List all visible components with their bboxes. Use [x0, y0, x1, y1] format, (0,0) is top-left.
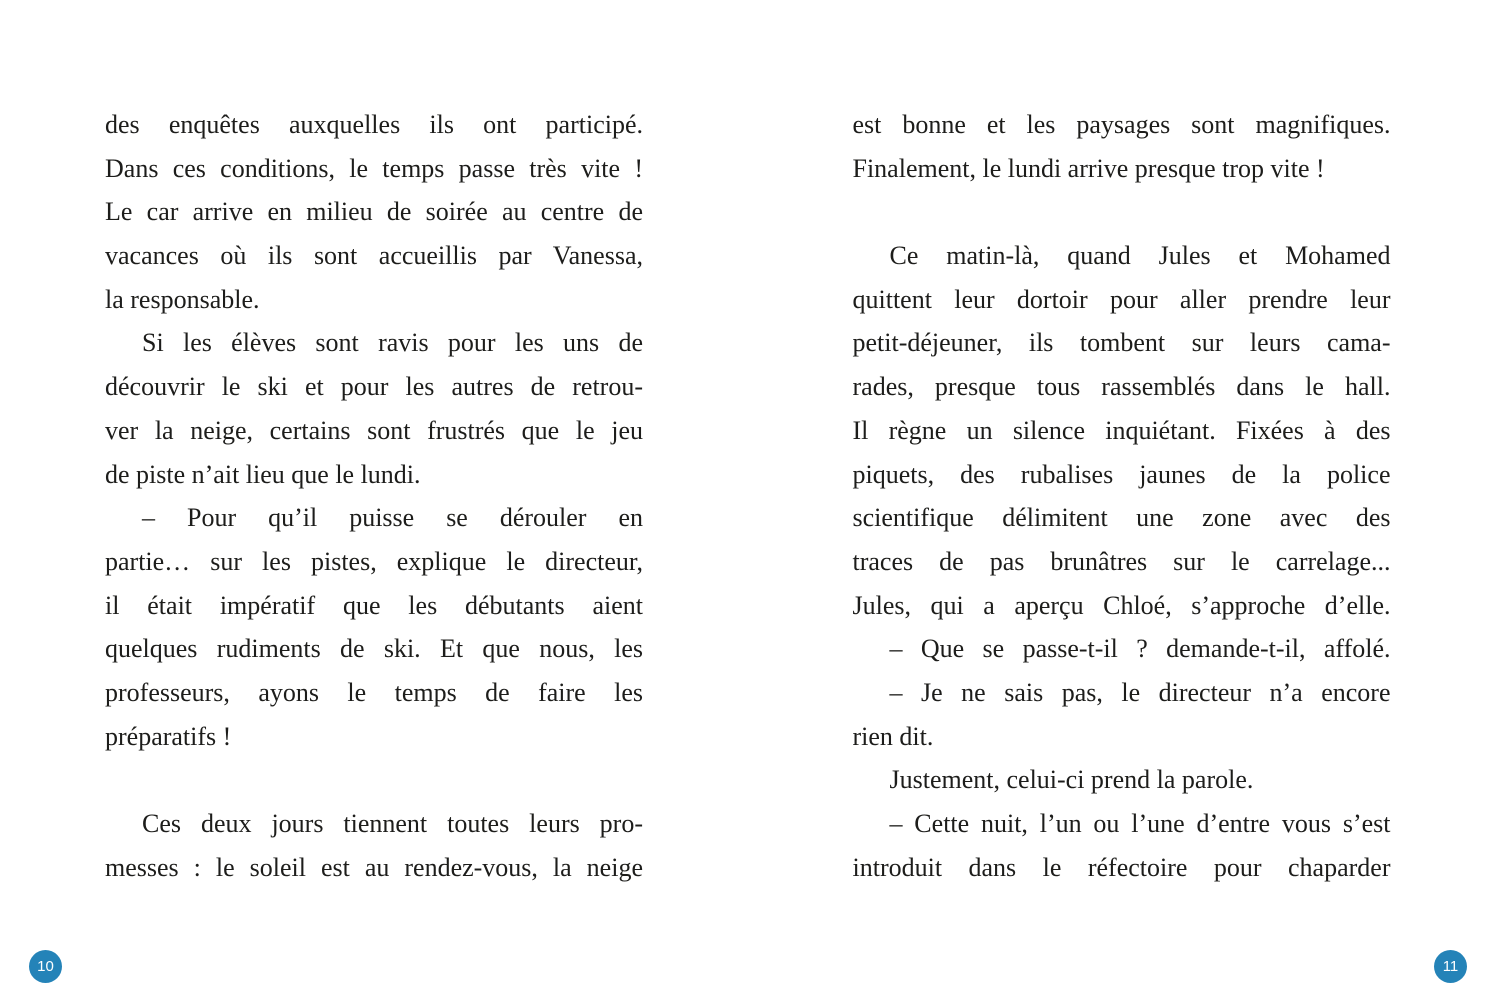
text-line: – Je ne sais pas, le directeur n’a encore	[889, 677, 1391, 707]
text-line: introduit dans le réfectoire pour chaparder	[852, 852, 1391, 882]
right-text-column	[853, 103, 1391, 889]
text-line: Dans ces conditions, le temps passe très vite !	[105, 153, 643, 183]
left-text-column	[105, 103, 643, 889]
text-line: Ces deux jours tiennent toutes leurs pro-	[142, 809, 643, 838]
text-line: partie… sur les pistes, explique le directeur,	[105, 546, 643, 576]
page-right	[748, 0, 1495, 1000]
text-line: quelques rudiments de ski. Et que nous, les	[105, 634, 643, 664]
text-line: il était impératif que les débutants aient	[105, 590, 643, 620]
blank-line	[105, 758, 643, 802]
text-line: Finalement, le lundi arrive presque trop vite !	[852, 153, 1325, 183]
text-line: piquets, des rubalises jaunes de la police	[852, 459, 1391, 489]
text-line: vacances où ils sont accueillis par Vanessa,	[105, 241, 643, 271]
text-line: traces de pas brunâtres sur le carrelage...	[852, 546, 1391, 576]
text-line: – Que se passe-t-il ? demande-t-il, affolé.	[889, 634, 1391, 664]
blank-line	[853, 190, 1391, 234]
text-line: Jules, qui a aperçu Chloé, s’approche d’elle.	[852, 590, 1391, 620]
text-line: Le car arrive en milieu de soirée au centre de	[105, 197, 643, 227]
text-line: Justement, celui-ci prend la parole.	[889, 765, 1254, 795]
text-line: découvrir le ski et pour les autres de retrou-	[105, 372, 643, 402]
text-line: ver la neige, certains sont frustrés que le jeu	[105, 415, 643, 445]
text-line: – Pour qu’il puisse se dérouler en	[142, 503, 643, 533]
text-line: Il règne un silence inquiétant. Fixées à des	[852, 415, 1391, 445]
text-line: quittent leur dortoir pour aller prendre leur	[852, 284, 1391, 314]
page-number-badge-left: 10	[29, 950, 62, 983]
page-number-badge-right: 11	[1434, 950, 1467, 983]
text-line: messes : le soleil est au rendez-vous, la neige	[105, 852, 643, 882]
text-line: scientifique délimitent une zone avec des	[852, 503, 1391, 533]
text-line: professeurs, ayons le temps de faire les	[105, 677, 643, 707]
text-line: petit-déjeuner, ils tombent sur leurs cama-	[852, 328, 1391, 358]
text-line: rades, presque tous rassemblés dans le hall.	[852, 372, 1391, 402]
text-line: Ce matin-là, quand Jules et Mohamed	[889, 241, 1391, 271]
text-line: rien dit.	[852, 721, 934, 751]
text-line: des enquêtes auxquelles ils ont participé.	[105, 110, 643, 139]
text-line: préparatifs !	[105, 721, 232, 751]
text-line: de piste n’ait lieu que le lundi.	[105, 459, 421, 489]
text-line: est bonne et les paysages sont magnifiques.	[852, 110, 1391, 139]
text-line: Si les élèves sont ravis pour les uns de	[142, 328, 643, 358]
text-line: – Cette nuit, l’un ou l’une d’entre vous s’est	[889, 809, 1391, 838]
text-line: la responsable.	[105, 284, 260, 314]
